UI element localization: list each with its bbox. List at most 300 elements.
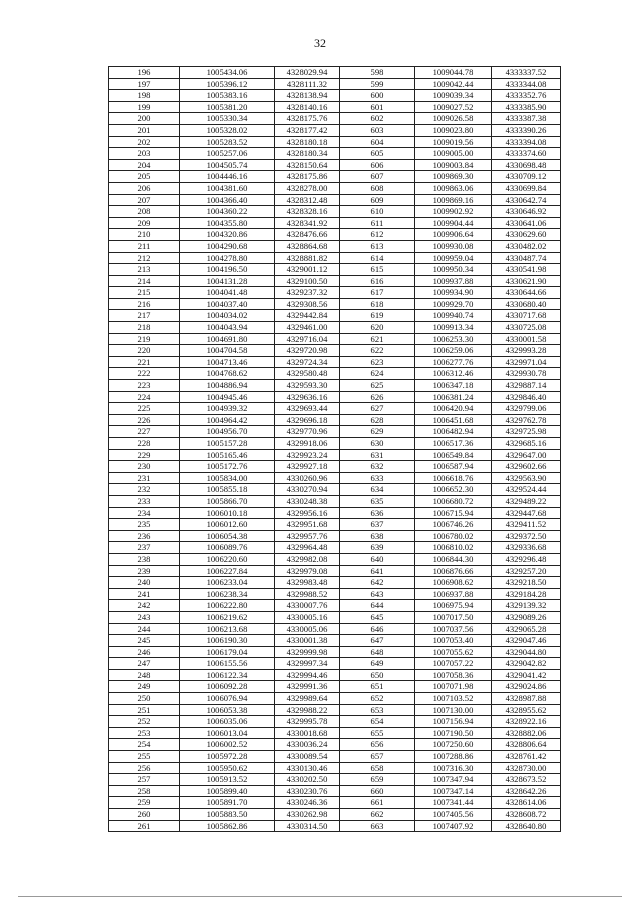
point-number-right: 605 [340,148,415,160]
y-coordinate-right: 4333390.26 [492,124,561,136]
point-number-right: 618 [340,298,415,310]
point-number-left: 209 [109,217,180,229]
table-row [109,356,561,368]
y-coordinate-right: 4329089.26 [492,611,561,623]
point-number-right: 637 [340,519,415,531]
point-number-left: 221 [109,356,180,368]
point-number-right: 650 [340,669,415,681]
table-row [109,646,561,658]
table-row [109,438,561,450]
y-coordinate-left: 4330314.50 [275,820,340,832]
x-coordinate-left: 1004939.32 [180,403,275,415]
x-coordinate-left: 1004320.86 [180,229,275,241]
point-number-right: 599 [340,78,415,90]
y-coordinate-right: 4329041.42 [492,669,561,681]
y-coordinate-right: 4330541.98 [492,264,561,276]
y-coordinate-right: 4329602.66 [492,461,561,473]
y-coordinate-left: 4329461.00 [275,322,340,334]
table-row [109,113,561,125]
x-coordinate-right: 1007347.14 [415,785,492,797]
y-coordinate-left: 4329001.12 [275,264,340,276]
y-coordinate-right: 4329044.80 [492,646,561,658]
point-number-right: 649 [340,658,415,670]
x-coordinate-right: 1006347.18 [415,380,492,392]
point-number-right: 640 [340,553,415,565]
point-number-right: 601 [340,101,415,113]
y-coordinate-left: 4330246.36 [275,797,340,809]
point-number-right: 643 [340,588,415,600]
point-number-right: 608 [340,182,415,194]
table-row [109,472,561,484]
table-row [109,136,561,148]
y-coordinate-left: 4330036.24 [275,739,340,751]
point-number-right: 606 [340,159,415,171]
y-coordinate-right: 4329647.00 [492,449,561,461]
y-coordinate-left: 4329991.36 [275,681,340,693]
table-row [109,820,561,832]
point-number-right: 617 [340,287,415,299]
point-number-right: 648 [340,646,415,658]
point-number-right: 652 [340,693,415,705]
y-coordinate-left: 4329982.08 [275,553,340,565]
point-number-right: 631 [340,449,415,461]
table-row [109,495,561,507]
y-coordinate-right: 4330629.60 [492,229,561,241]
y-coordinate-right: 4329887.14 [492,380,561,392]
y-coordinate-left: 4328175.76 [275,113,340,125]
point-number-right: 641 [340,565,415,577]
x-coordinate-right: 1007288.86 [415,751,492,763]
x-coordinate-right: 1006253.30 [415,333,492,345]
y-coordinate-left: 4329923.24 [275,449,340,461]
point-number-left: 229 [109,449,180,461]
point-number-left: 245 [109,635,180,647]
point-number-right: 642 [340,577,415,589]
point-number-left: 202 [109,136,180,148]
point-number-right: 615 [340,264,415,276]
table-row [109,182,561,194]
table-row [109,78,561,90]
point-number-right: 627 [340,403,415,415]
table-row [109,240,561,252]
x-coordinate-right: 1007053.40 [415,635,492,647]
y-coordinate-right: 4333374.60 [492,148,561,160]
y-coordinate-left: 4330018.68 [275,727,340,739]
table-row [109,658,561,670]
table-row [109,530,561,542]
x-coordinate-left: 1006089.76 [180,542,275,554]
point-number-left: 226 [109,414,180,426]
y-coordinate-right: 4329024.86 [492,681,561,693]
x-coordinate-right: 1007057.22 [415,658,492,670]
x-coordinate-left: 1004278.80 [180,252,275,264]
point-number-left: 212 [109,252,180,264]
x-coordinate-right: 1006810.02 [415,542,492,554]
point-number-left: 197 [109,78,180,90]
x-coordinate-right: 1006517.36 [415,438,492,450]
x-coordinate-left: 1006092.28 [180,681,275,693]
x-coordinate-right: 1009863.06 [415,182,492,194]
y-coordinate-right: 4329799.06 [492,403,561,415]
x-coordinate-left: 1005862.86 [180,820,275,832]
x-coordinate-left: 1005950.62 [180,762,275,774]
x-coordinate-left: 1005972.28 [180,751,275,763]
table-row [109,345,561,357]
table-row [109,403,561,415]
table-row [109,275,561,287]
y-coordinate-left: 4330270.94 [275,484,340,496]
x-coordinate-left: 1005283.52 [180,136,275,148]
x-coordinate-right: 1007058.36 [415,669,492,681]
x-coordinate-right: 1009902.92 [415,206,492,218]
x-coordinate-right: 1009039.34 [415,90,492,102]
point-number-right: 651 [340,681,415,693]
x-coordinate-right: 1007347.94 [415,774,492,786]
x-coordinate-left: 1006179.04 [180,646,275,658]
y-coordinate-left: 4329983.48 [275,577,340,589]
point-number-right: 604 [340,136,415,148]
y-coordinate-right: 4329047.46 [492,635,561,647]
point-number-right: 634 [340,484,415,496]
y-coordinate-left: 4328278.00 [275,182,340,194]
table-row [109,553,561,565]
point-number-right: 622 [340,345,415,357]
table-row [109,785,561,797]
x-coordinate-right: 1006715.94 [415,507,492,519]
point-number-right: 625 [340,380,415,392]
x-coordinate-right: 1007407.92 [415,820,492,832]
point-number-left: 201 [109,124,180,136]
point-number-right: 607 [340,171,415,183]
table-row [109,380,561,392]
table-row [109,669,561,681]
table-row [109,391,561,403]
x-coordinate-left: 1005866.70 [180,495,275,507]
y-coordinate-left: 4329696.18 [275,414,340,426]
point-number-right: 600 [340,90,415,102]
table-row [109,124,561,136]
table-row [109,704,561,716]
y-coordinate-right: 4329065.28 [492,623,561,635]
y-coordinate-left: 4330005.06 [275,623,340,635]
point-number-left: 230 [109,461,180,473]
table-row [109,101,561,113]
y-coordinate-left: 4329724.34 [275,356,340,368]
x-coordinate-right: 1009869.16 [415,194,492,206]
point-number-left: 219 [109,333,180,345]
point-number-right: 661 [340,797,415,809]
y-coordinate-right: 4329042.82 [492,658,561,670]
table-row [109,623,561,635]
x-coordinate-right: 1006908.62 [415,577,492,589]
y-coordinate-left: 4328180.18 [275,136,340,148]
y-coordinate-left: 4329442.84 [275,310,340,322]
x-coordinate-right: 1009940.74 [415,310,492,322]
table-row [109,774,561,786]
point-number-left: 242 [109,600,180,612]
coordinate-table [108,66,561,832]
table-row [109,519,561,531]
x-coordinate-left: 1005383.16 [180,90,275,102]
y-coordinate-left: 4328111.32 [275,78,340,90]
x-coordinate-left: 1004886.94 [180,380,275,392]
x-coordinate-right: 1009869.30 [415,171,492,183]
table-row [109,90,561,102]
point-number-left: 259 [109,797,180,809]
y-coordinate-left: 4330260.96 [275,472,340,484]
point-number-left: 247 [109,658,180,670]
y-coordinate-left: 4329957.76 [275,530,340,542]
point-number-right: 611 [340,217,415,229]
y-coordinate-left: 4330130.46 [275,762,340,774]
coordinate-table-body [109,67,561,832]
point-number-left: 237 [109,542,180,554]
x-coordinate-left: 1006238.34 [180,588,275,600]
x-coordinate-left: 1006155.56 [180,658,275,670]
point-number-right: 598 [340,67,415,79]
point-number-left: 251 [109,704,180,716]
y-coordinate-right: 4330725.08 [492,322,561,334]
y-coordinate-right: 4329524.44 [492,484,561,496]
table-row [109,751,561,763]
y-coordinate-left: 4328175.86 [275,171,340,183]
point-number-left: 246 [109,646,180,658]
y-coordinate-right: 4330642.74 [492,194,561,206]
table-row [109,600,561,612]
x-coordinate-left: 1005899.40 [180,785,275,797]
y-coordinate-left: 4330001.38 [275,635,340,647]
point-number-left: 196 [109,67,180,79]
page-bottom-rule [18,896,622,897]
y-coordinate-right: 4328640.80 [492,820,561,832]
point-number-left: 257 [109,774,180,786]
point-number-left: 228 [109,438,180,450]
table-row [109,762,561,774]
point-number-right: 635 [340,495,415,507]
point-number-right: 660 [340,785,415,797]
x-coordinate-left: 1004945.46 [180,391,275,403]
y-coordinate-right: 4329725.98 [492,426,561,438]
point-number-right: 656 [340,739,415,751]
y-coordinate-right: 4329930.78 [492,368,561,380]
y-coordinate-left: 4329979.08 [275,565,340,577]
y-coordinate-right: 4329184.28 [492,588,561,600]
table-row [109,681,561,693]
x-coordinate-right: 1007405.56 [415,809,492,821]
x-coordinate-right: 1006937.88 [415,588,492,600]
point-number-left: 256 [109,762,180,774]
y-coordinate-left: 4330089.54 [275,751,340,763]
point-number-right: 653 [340,704,415,716]
table-row [109,229,561,241]
x-coordinate-right: 1006876.66 [415,565,492,577]
point-number-left: 211 [109,240,180,252]
y-coordinate-right: 4330487.74 [492,252,561,264]
point-number-right: 630 [340,438,415,450]
x-coordinate-right: 1007156.94 [415,716,492,728]
point-number-left: 254 [109,739,180,751]
x-coordinate-left: 1006010.18 [180,507,275,519]
x-coordinate-left: 1005328.02 [180,124,275,136]
x-coordinate-left: 1005834.00 [180,472,275,484]
table-row [109,797,561,809]
point-number-left: 208 [109,206,180,218]
point-number-left: 217 [109,310,180,322]
point-number-right: 659 [340,774,415,786]
x-coordinate-right: 1009937.88 [415,275,492,287]
point-number-right: 645 [340,611,415,623]
y-coordinate-left: 4329918.06 [275,438,340,450]
x-coordinate-right: 1009023.80 [415,124,492,136]
x-coordinate-right: 1007017.50 [415,611,492,623]
y-coordinate-left: 4328150.64 [275,159,340,171]
y-coordinate-left: 4329593.30 [275,380,340,392]
y-coordinate-left: 4329308.56 [275,298,340,310]
y-coordinate-left: 4329693.44 [275,403,340,415]
table-row [109,739,561,751]
y-coordinate-right: 4330709.12 [492,171,561,183]
table-row [109,264,561,276]
x-coordinate-left: 1004366.40 [180,194,275,206]
point-number-left: 205 [109,171,180,183]
y-coordinate-left: 4328476.66 [275,229,340,241]
y-coordinate-right: 4333352.76 [492,90,561,102]
point-number-right: 612 [340,229,415,241]
x-coordinate-right: 1007071.98 [415,681,492,693]
y-coordinate-right: 4328673.52 [492,774,561,786]
y-coordinate-right: 4329846.40 [492,391,561,403]
x-coordinate-right: 1009026.58 [415,113,492,125]
y-coordinate-left: 4330202.50 [275,774,340,786]
point-number-left: 240 [109,577,180,589]
table-row [109,159,561,171]
y-coordinate-right: 4329218.50 [492,577,561,589]
table-row [109,148,561,160]
table-row [109,298,561,310]
point-number-right: 602 [340,113,415,125]
x-coordinate-right: 1007037.56 [415,623,492,635]
point-number-right: 614 [340,252,415,264]
table-row [109,611,561,623]
x-coordinate-left: 1004037.40 [180,298,275,310]
x-coordinate-left: 1006076.94 [180,693,275,705]
y-coordinate-right: 4329762.78 [492,414,561,426]
table-row [109,727,561,739]
y-coordinate-left: 4328341.92 [275,217,340,229]
point-number-left: 223 [109,380,180,392]
point-number-left: 213 [109,264,180,276]
y-coordinate-right: 4329296.48 [492,553,561,565]
table-row [109,287,561,299]
point-number-left: 255 [109,751,180,763]
y-coordinate-left: 4329100.50 [275,275,340,287]
y-coordinate-left: 4330262.98 [275,809,340,821]
point-number-right: 663 [340,820,415,832]
point-number-right: 621 [340,333,415,345]
x-coordinate-right: 1007250.60 [415,739,492,751]
point-number-right: 655 [340,727,415,739]
point-number-right: 657 [340,751,415,763]
y-coordinate-right: 4329372.50 [492,530,561,542]
x-coordinate-left: 1004713.46 [180,356,275,368]
y-coordinate-right: 4329489.22 [492,495,561,507]
x-coordinate-right: 1009913.34 [415,322,492,334]
x-coordinate-left: 1004704.58 [180,345,275,357]
table-row [109,716,561,728]
table-row [109,577,561,589]
table-row [109,368,561,380]
point-number-left: 258 [109,785,180,797]
y-coordinate-right: 4328806.64 [492,739,561,751]
point-number-left: 236 [109,530,180,542]
y-coordinate-right: 4333394.08 [492,136,561,148]
point-number-right: 647 [340,635,415,647]
point-number-left: 220 [109,345,180,357]
x-coordinate-left: 1006233.04 [180,577,275,589]
y-coordinate-left: 4329927.18 [275,461,340,473]
point-number-left: 198 [109,90,180,102]
point-number-right: 639 [340,542,415,554]
x-coordinate-left: 1006222.80 [180,600,275,612]
table-row [109,414,561,426]
x-coordinate-left: 1006035.06 [180,716,275,728]
point-number-left: 231 [109,472,180,484]
point-number-right: 658 [340,762,415,774]
y-coordinate-right: 4329447.68 [492,507,561,519]
x-coordinate-right: 1006844.30 [415,553,492,565]
y-coordinate-right: 4333385.90 [492,101,561,113]
point-number-right: 632 [340,461,415,473]
point-number-right: 626 [340,391,415,403]
x-coordinate-right: 1006420.94 [415,403,492,415]
y-coordinate-right: 4330482.02 [492,240,561,252]
point-number-right: 610 [340,206,415,218]
point-number-right: 646 [340,623,415,635]
point-number-right: 654 [340,716,415,728]
x-coordinate-left: 1006220.60 [180,553,275,565]
point-number-left: 199 [109,101,180,113]
y-coordinate-right: 4329563.90 [492,472,561,484]
x-coordinate-right: 1007190.50 [415,727,492,739]
point-number-right: 624 [340,368,415,380]
point-number-left: 227 [109,426,180,438]
point-number-left: 239 [109,565,180,577]
point-number-right: 609 [340,194,415,206]
y-coordinate-right: 4328614.06 [492,797,561,809]
table-row [109,449,561,461]
x-coordinate-right: 1006549.84 [415,449,492,461]
x-coordinate-right: 1009005.00 [415,148,492,160]
table-row [109,426,561,438]
y-coordinate-right: 4328608.72 [492,809,561,821]
y-coordinate-left: 4328864.68 [275,240,340,252]
x-coordinate-right: 1009003.84 [415,159,492,171]
y-coordinate-right: 4328882.06 [492,727,561,739]
x-coordinate-left: 1004964.42 [180,414,275,426]
point-number-left: 238 [109,553,180,565]
y-coordinate-left: 4329997.34 [275,658,340,670]
y-coordinate-left: 4328138.94 [275,90,340,102]
y-coordinate-left: 4328881.82 [275,252,340,264]
y-coordinate-left: 4329994.46 [275,669,340,681]
x-coordinate-right: 1006381.24 [415,391,492,403]
x-coordinate-right: 1006652.30 [415,484,492,496]
x-coordinate-left: 1006013.04 [180,727,275,739]
point-number-right: 633 [340,472,415,484]
y-coordinate-left: 4329995.78 [275,716,340,728]
x-coordinate-left: 1006122.34 [180,669,275,681]
x-coordinate-left: 1006054.38 [180,530,275,542]
